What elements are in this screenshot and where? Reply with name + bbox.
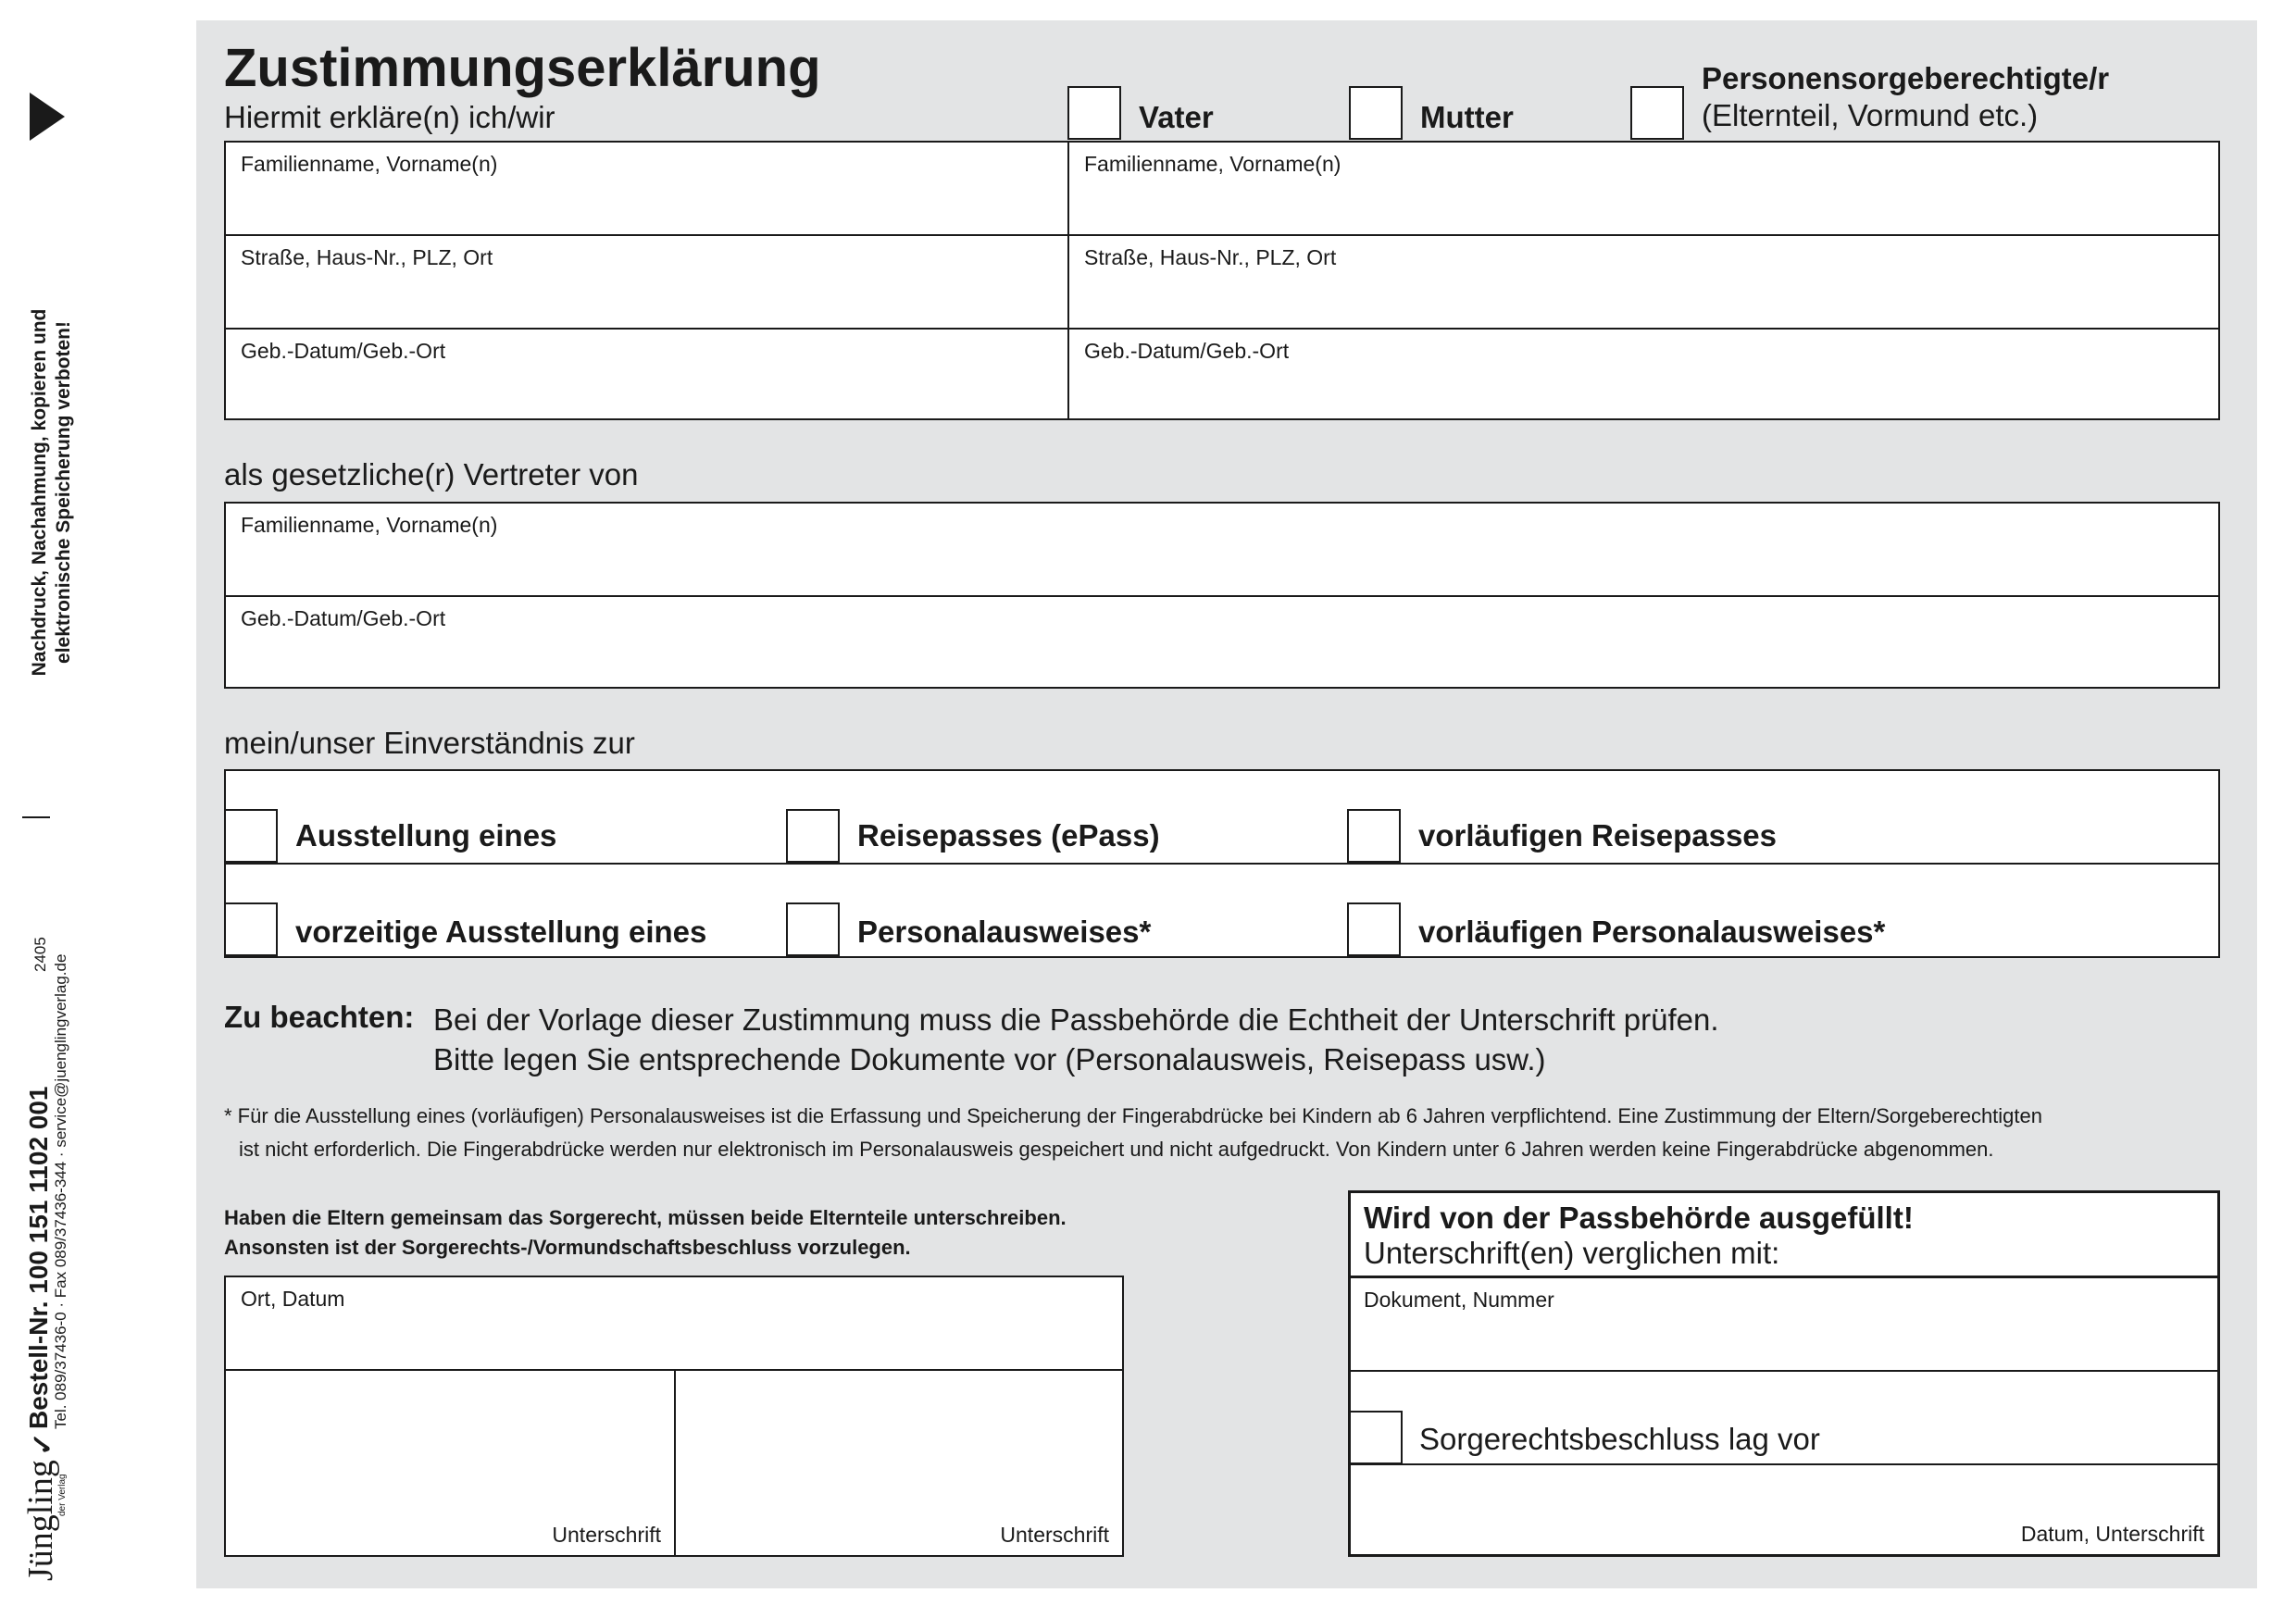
copyright-notice bbox=[28, 298, 76, 687]
copyright-line-1: Nachdruck, Nachahmung, kopieren und bbox=[29, 308, 50, 677]
field-child-birth[interactable] bbox=[226, 597, 2218, 687]
brand-check-icon: ✓ bbox=[28, 1432, 58, 1456]
field-label: Geb.-Datum/Geb.-Ort bbox=[241, 339, 446, 363]
field-label: Dokument, Nummer bbox=[1364, 1288, 1554, 1312]
field-label: Familienname, Vorname(n) bbox=[241, 152, 498, 176]
option-label: vorzeitige Ausstellung eines bbox=[295, 915, 707, 949]
order-number: Bestell-Nr. 100 151 1102 001 bbox=[24, 1086, 53, 1429]
checkbox-vorlaeufiger-personalausweis[interactable] bbox=[1347, 902, 1401, 956]
checkbox-sorgeberechtigte[interactable] bbox=[1630, 86, 1684, 140]
checkbox-vater[interactable] bbox=[1067, 86, 1121, 140]
field-label: Straße, Haus-Nr., PLZ, Ort bbox=[241, 245, 493, 269]
notice-line-2: Bitte legen Sie entsprechende Dokumente vor (Personalausweis, Reisepass usw.) bbox=[433, 1042, 1546, 1077]
field-date-signature[interactable] bbox=[1351, 1465, 2217, 1554]
field-place-date[interactable] bbox=[226, 1277, 1122, 1369]
brand-logo bbox=[20, 1427, 68, 1581]
consent-heading: mein/unser Einverständnis zur bbox=[224, 726, 635, 760]
field-label: Ort, Datum bbox=[241, 1287, 345, 1311]
role-mutter-label: Mutter bbox=[1420, 100, 1514, 134]
option-label: vorläufigen Reisepasses bbox=[1418, 818, 1778, 853]
role-sorge-subtitle: (Elternteil, Vormund etc.) bbox=[1702, 98, 2039, 132]
field-document-number[interactable] bbox=[1351, 1278, 2217, 1370]
notice-label: Zu beachten: bbox=[224, 1000, 415, 1034]
notice-line-1: Bei der Vorlage dieser Zustimmung muss die Passbehörde die Echtheit der Unterschrift prüfen. bbox=[433, 1002, 1719, 1037]
field-label: Straße, Haus-Nr., PLZ, Ort bbox=[1084, 245, 1337, 269]
field-label: Geb.-Datum/Geb.-Ort bbox=[241, 606, 446, 630]
signature-note-line-2: Ansonsten ist der Sorgerechts-/Vormundschaftsbeschluss vorzulegen. bbox=[224, 1236, 911, 1259]
copyright-line-2: elektronische Speicherung verboten! bbox=[53, 321, 74, 664]
field-label: Geb.-Datum/Geb.-Ort bbox=[1084, 339, 1290, 363]
field-address-right[interactable] bbox=[1069, 236, 2218, 328]
field-label: Familienname, Vorname(n) bbox=[1084, 152, 1341, 176]
checkbox-ausstellung[interactable] bbox=[224, 809, 278, 863]
intro-text: Hiermit erkläre(n) ich/wir bbox=[224, 100, 555, 134]
declarant-table bbox=[224, 141, 2220, 420]
option-label: vorläufigen Personalausweises* bbox=[1418, 915, 1886, 949]
contact-info: Tel. 089/37436-0 · Fax 089/37436-344 · service@juenglingverlag.de bbox=[52, 953, 69, 1429]
footnote-line-2: ist nicht erforderlich. Die Fingerabdrücke werden nur elektronisch im Personalausweis gespeichert und nicht aufgedruckt. Von Kindern unter 6 Jahren werden keine Fingerabdrücke abgenommen. bbox=[239, 1138, 1994, 1161]
fold-mark bbox=[22, 816, 50, 818]
cut-mark-triangle-icon bbox=[30, 93, 65, 141]
representative-heading: als gesetzliche(r) Vertreter von bbox=[224, 457, 639, 492]
checkbox-personalausweis[interactable] bbox=[786, 902, 840, 956]
checkbox-vorzeitige-ausstellung[interactable] bbox=[224, 902, 278, 956]
role-vater-label: Vater bbox=[1139, 100, 1214, 134]
footnote-line-1: * Für die Ausstellung eines (vorläufigen) Personalausweises ist die Erfassung und Speicherung der Fingerabdrücke bei Kindern ab 6 Jahren verpflichtend. Eine Zustimmung der Eltern/Sorgeberechtigten bbox=[224, 1104, 2043, 1127]
consent-options bbox=[224, 769, 2220, 958]
edition-number: 2405 bbox=[31, 937, 49, 972]
field-birth-left[interactable] bbox=[226, 330, 1067, 418]
checkbox-reisepass[interactable] bbox=[786, 809, 840, 863]
option-label: Ausstellung eines bbox=[295, 818, 557, 853]
signature-field-1[interactable] bbox=[226, 1371, 674, 1555]
footnote bbox=[224, 1100, 2042, 1166]
field-child-name[interactable] bbox=[226, 504, 2218, 595]
notice-text bbox=[433, 1000, 1719, 1079]
field-address-left[interactable] bbox=[226, 236, 1067, 328]
authority-title: Wird von der Passbehörde ausgefüllt! bbox=[1364, 1201, 1914, 1235]
authority-box bbox=[1348, 1190, 2220, 1557]
field-name-right[interactable] bbox=[1069, 143, 2218, 234]
signature-note bbox=[224, 1203, 1067, 1263]
brand-name: Jüngling bbox=[21, 1460, 60, 1581]
date-signature-label: Datum, Unterschrift bbox=[2020, 1522, 2204, 1546]
signature-field-2[interactable] bbox=[676, 1371, 1122, 1555]
signature-note-line-1: Haben die Eltern gemeinsam das Sorgerecht, müssen beide Elternteile unterschreiben. bbox=[224, 1206, 1067, 1229]
signature-label: Unterschrift bbox=[1000, 1523, 1109, 1547]
checkbox-sorgerechtsbeschluss[interactable] bbox=[1349, 1411, 1403, 1464]
signature-label: Unterschrift bbox=[552, 1523, 661, 1547]
checkbox-vorlaeufiger-reisepass[interactable] bbox=[1347, 809, 1401, 863]
option-label: Reisepasses (ePass) bbox=[857, 818, 1160, 853]
field-birth-right[interactable] bbox=[1069, 330, 2218, 418]
role-sorge-title: Personensorgeberechtigte/r bbox=[1702, 61, 2110, 95]
checkbox-mutter[interactable] bbox=[1349, 86, 1403, 140]
brand-subtitle: der Verlag bbox=[57, 1474, 68, 1516]
field-name-left[interactable] bbox=[226, 143, 1067, 234]
page-title: Zustimmungserklärung bbox=[224, 38, 821, 98]
authority-subtitle: Unterschrift(en) verglichen mit: bbox=[1364, 1236, 1780, 1270]
option-label: Personalausweises* bbox=[857, 915, 1152, 949]
role-sorge-label bbox=[1702, 61, 2109, 133]
signature-table bbox=[224, 1276, 1124, 1557]
field-label: Familienname, Vorname(n) bbox=[241, 513, 498, 537]
representative-table bbox=[224, 502, 2220, 689]
custody-label: Sorgerechtsbeschluss lag vor bbox=[1419, 1422, 1820, 1456]
